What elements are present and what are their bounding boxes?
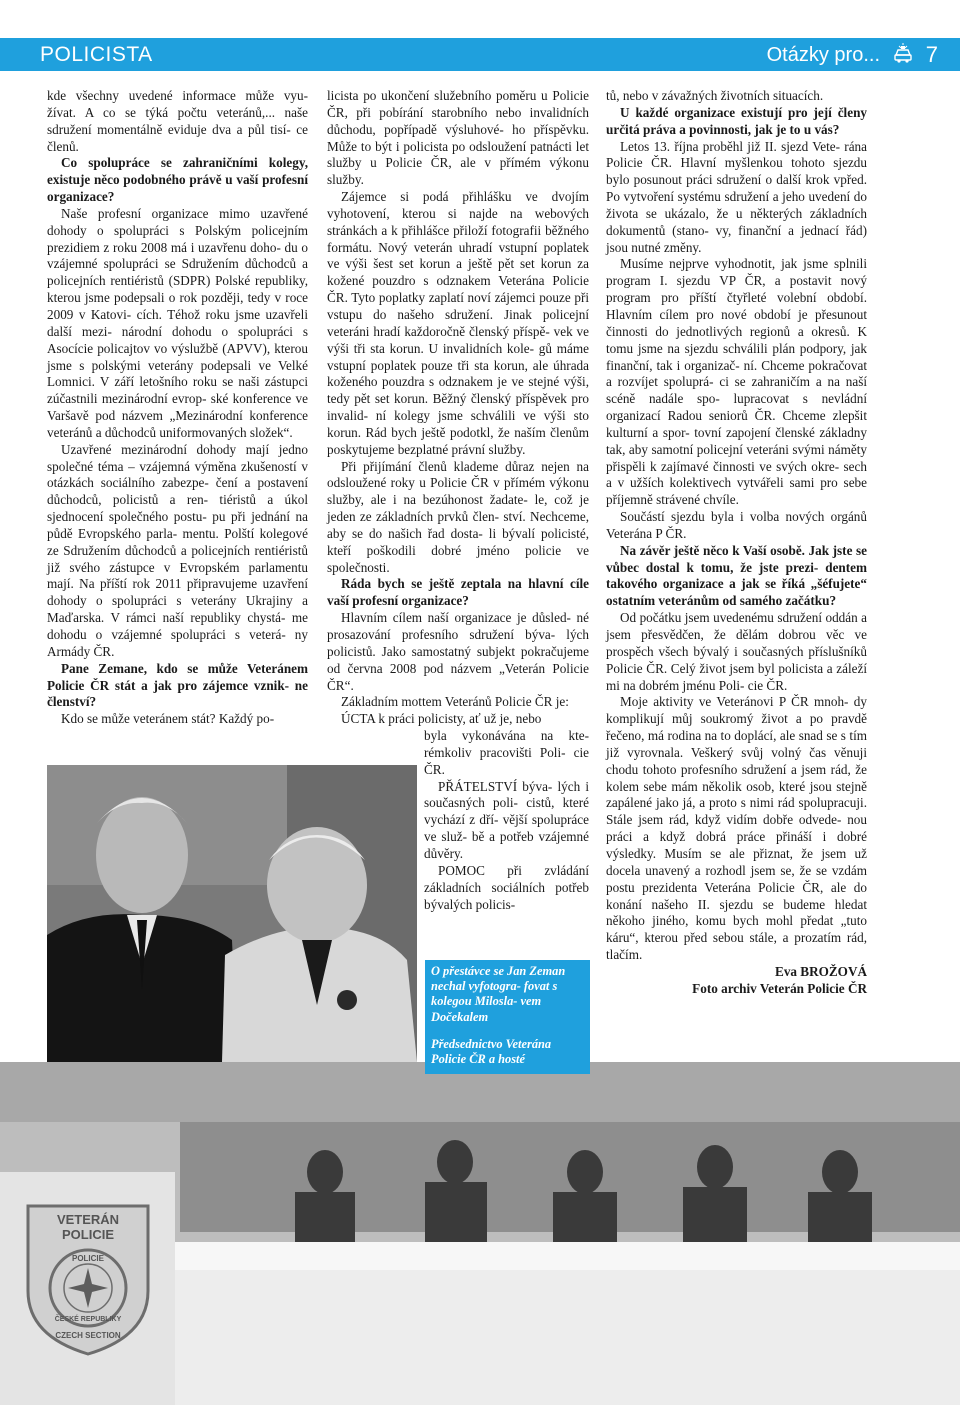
article-column-1 (47, 88, 308, 728)
paragraph: Uzavřené mezinárodní dohody mají jedno společné téma – vzájemná výměna zkušeností v otázkách sociálního zabezpe- čení a postavení důchodců, policistů a ren- tiéristů a úkol sjednocení společného postu- pu při jednání na půdě Evropského parla- mentu. Polští kolegové ze Sdružením důchodců a policejních rentiéristů již svého zástupce v Evropském parlamentu mají. Na příští rok 2011 připravujeme uzavření dohody o spolupráci s veterány Ukrajiny a Maďarska. V rámci naší republiky chystá- me dohodu o vzájemné spolupráci s veterá- ny Armády ČR. (47, 441, 308, 659)
veteran-police-emblem (18, 1196, 158, 1356)
interview-question: U každé organizace existují pro její členy určitá práva a povinnosti, jak je to u vás? (606, 104, 867, 137)
interview-question: Na závěr ještě něco k Vaší osobě. Jak jste se vůbec dostal k tomu, že jste prezi- dentem takového organizace a jak se říká „šéfujete“ ostatním veteránům od samého začátku? (606, 542, 867, 609)
paragraph: Hlavním cílem naší organizace je důsled- né prosazování profesního sdružení býva- lých policistů. Jako samostatný subjekt pokračujeme od června 2008 pod názvem „Veterán Policie ČR“. (327, 610, 589, 693)
paragraph: Musíme nejprve vyhodnotit, jak jsme splnili program I. sjezdu VP ČR, a postavit nový program pro příští čtyřleté volební období. Hlavním cílem pro nové období je přesunout činnosti do jednotlivých regionů a okresů. K tomu jsme na sjezdu schválili plán podpory, jak finanční, tak i organizač- ní. Chceme pokračovat a rozvíjet spoluprá- ci se zahraničím a na naší scéně nadále spo- lupracovat s nevládní organizací Radou seniorů ČR. Chceme zlepšit kulturní a spor- tovní zapojení členské základny tak, aby samotní policejní veteráni svými náměty přispěli k zajímavé činnosti ve svých okre- sech a v užších kolektivech vytvářeli sami pro sebe příjemně strávené chvíle. (606, 256, 867, 508)
motto-friendship: PŘÁTELSTVÍ býva- lých i současných poli- cistů, které vychází z dří- vější spolupráce ve služ- bě a potřeb vzájemné důvěry. (424, 778, 589, 861)
paragraph: Od počátku jsem uvedenému sdružení oddán a jsem přesvědčen, že dělám dobrou věc ve prospěch všech bývalý i současných příslušníků Policie ČR. Celý život jsem byl policista a záleží mi na dobrém jménu Poli- cie ČR. (606, 610, 867, 693)
section-title: POLICISTA (40, 43, 153, 66)
author-signature: Eva BROŽOVÁ (775, 963, 867, 979)
motto-respect-cont: byla vykonávána na kte- rémkoliv pracovišti Poli- cie ČR. (424, 728, 589, 777)
police-car-icon (892, 43, 914, 70)
paragraph: Naše profesní organizace mimo uzavřené dohody o spolupráci s Polským policejním prezidiem z roku 2008 má i uzavřenu doho- du o vzájemné spolupráci se Sdružením důchodců a policejních rentiéristů (SDPR) Polské republiky, kterou jsme podepsali o rok později, tedy v roce 2009 v Katovi- cích. Téhož roku jsme uzavřeli další mezi- národní dohodu o spolupráci s Asocície policajtov vo výslužbě (APVV), kterou jsme s polskými veterány podepsali ve Velké Lomnici. V září letošního roku se naši zástupci zúčastnili mezinárodní evrop- ské konference ve Varšavě pod názvem „Mezinárodní konference veteránů a důchodců uniformovaných složek“. (47, 205, 308, 440)
emblem-banner: CZECH SECTION (55, 1331, 121, 1340)
caption-photo-1: O přestávce se Jan Zeman nechal vyfotogra- fovat s kolegou Milosla- vem Dočekalem (431, 964, 566, 1024)
paragraph: kde všechny uvedené informace může vyu- žívat. A co se týká počtu veteránů,... naše sdružení momentálně eviduje dva a půl tisí- ce členů. (47, 88, 308, 154)
motto-respect: ÚCTA k práci policisty, ať už je, nebo (341, 711, 542, 727)
paragraph: Základním mottem Veteránů Policie ČR je: (341, 694, 569, 710)
series-title: Otázky pro... (766, 44, 880, 66)
emblem-ring-bottom: ČESKÉ REPUBLIKY (54, 1316, 122, 1323)
paragraph: tů, nebo v závažných životních situacích. (606, 88, 824, 103)
paragraph: Součástí sjezdu byla i volba nových orgánů Veterána P ČR. (606, 509, 867, 541)
paragraph: licista po ukončení služebního poměru u Policie ČR, při pobírání starobního nebo invalidních důchodu, popřípadě výsluhové- ho příspěvku. Může to být i policista po odsloužení patnácti let služby u Policie ČR, ale v přímém výkonu služby. (327, 88, 589, 188)
paragraph: Letos 13. října proběhl již II. sjezd Vete- rána Policie ČR. Hlavní myšlenkou tohoto sjezdu bylo posunout práci sdružení o další krok vpřed. Po vytvoření systému sdružení a jeho uvedení do života se ukázalo, že u některých základních dokumentů (stano- vy, finanční a jednací řád) jsou nutné změny. (606, 138, 867, 255)
emblem-ring-top: POLICIE (71, 1254, 104, 1263)
interview-question: Pane Zemane, kdo se může Veteránem Policie ČR stát a jak pro zájemce vznik- ne členství? (47, 660, 308, 710)
caption-photo-2: Předsednictvo Veterána Policie ČR a hosté (431, 1036, 552, 1067)
paragraph: Při přijímání členů klademe důraz nejen na odsloužené roky u Policie ČR v přímém výkonu služby, ale i na bezúhonost žadate- le, což je jeden ze základních prvků člen- ství. Nechceme, aby se do našich řad dosta- li bývalí policisté, kteří poškodili dobré jméno policie ve společnosti. (327, 458, 589, 575)
photo-two-men (47, 765, 417, 1062)
interview-question: Co spolupráce se zahraničními kolegy, existuje něco podobného právě u vaší profesní organizace? (47, 155, 308, 205)
interview-question: Ráda bych se ještě zeptala na hlavní cíle vaší profesní organizace? (327, 576, 589, 609)
paragraph: Zájemce si podá přihlášku ve dvojím vyhotovení, kterou si najde na webových stránkách a k přihlášce přiloží fotografii běžného formátu. Nový veterán uhradí vstupní poplatek ve výši šest set korun a ještě pět set korun za kožené pouzdro s odznakem Veterána Policie ČR. Tyto poplatky zaplatí noví zájemci pouze při vstupu do našeho sdružení. Jinak policejní veteráni hradí každoročně členský příspě- vek ve výši tři sta korun. U invalidních kole- gů máme vstupní poplatek pouze tři sta korun, ale úhrada koženého pouzdra s odznakem je ve stejné výši, tedy pět set korun. Běžný členský příspěvek pro invalid- ní kolegy jsme schválili ve výši sto korun. Rád bych ještě podotkl, že naším členům poskytujeme bezplatné právní služby. (327, 189, 589, 457)
paragraph: Kdo se může veteránem stát? Každý po- (61, 711, 275, 727)
paragraph: Moje aktivity ve Veteránovi P ČR mnoh- dy komplikují můj soukromý život a po pravdě řečeno, má rodina na to doplácí, ale snad se s tím již vyrovnala. Veškerý svůj volný čas věnuji chodu tohoto profesního sdružení a jsem rád, že kolem sebe mám několik osob, které jsou stejně zapálené jako já, a proto s nimi rád spolupracuji. Stále jsem rád, když vidím dobře odvede- nou práci a když dobrá práce přináší i dobré výsledky. Musím se ale přiznat, že jsem už docela unavený a rozhodl jsem se, že se vzdám postu prezidenta Veterána Policie ČR, ale do konání našeho II. sjezdu se budeme hledat někoho jiného, komu bych mohl předat „tuto káru“, kterou před sebou stále, a prozatím rád, tlačím. (606, 694, 867, 963)
page-number: 7 (925, 42, 938, 67)
emblem-text-policie: POLICIE (61, 1227, 114, 1242)
emblem-text-veteran: VETERÁN (56, 1212, 120, 1227)
article-column-3 (606, 88, 867, 998)
photo-caption-box (425, 960, 590, 1074)
page-header-bar (0, 38, 960, 71)
photo-credit: Foto archiv Veterán Policie ČR (692, 980, 867, 996)
motto-help: POMOC při zvládání základních sociálních potřeb bývalých policis- (424, 862, 589, 912)
